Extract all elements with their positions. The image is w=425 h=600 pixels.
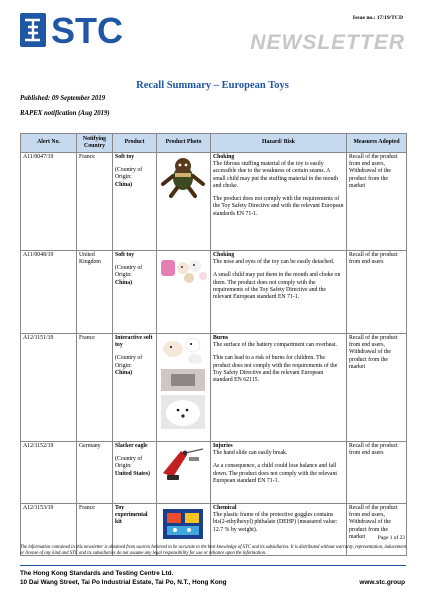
origin-label: (Country of Origin: (115, 355, 143, 369)
hazard-cell (211, 442, 347, 504)
footer-divider (20, 565, 406, 566)
alert-no: A11/0048/19 (21, 251, 77, 334)
measures-adopted: Recall of the product from end users (347, 442, 407, 504)
hazard-description: The hand slide can easily break. (213, 450, 288, 457)
alert-no: A12/1153/19 (21, 504, 77, 556)
notifying-country: France (77, 153, 113, 251)
header-hazard: Hazard/ Risk (211, 134, 347, 153)
alert-no: A11/0047/19 (21, 153, 77, 251)
header-product: Product (113, 134, 157, 153)
alert-no: A12/1152/19 (21, 442, 77, 504)
origin-label: (Country of Origin: (115, 456, 143, 470)
measures-adopted: Recall of the product from end users, Withdrawal of the product from the market (347, 504, 407, 556)
experiment-kit-image (159, 505, 207, 543)
product-cell (113, 251, 157, 334)
footer-company: The Hong Kong Standards and Testing Centre Ltd. (20, 570, 174, 577)
measures-adopted: Recall of the product from end users, Withdrawal of the product from the market (347, 334, 407, 442)
hazard-cell (211, 153, 347, 251)
origin-country: China) (115, 181, 133, 188)
origin-country: China) (115, 279, 133, 286)
interactive-puppy-photo (157, 334, 211, 442)
product-cell (113, 442, 157, 504)
hazard-compliance: As a consequence, a child could lose balance and fall down. The product does not comply with the relevant European standard EN 71-1. (213, 463, 338, 484)
table-row (21, 334, 407, 442)
footer-website-link[interactable]: www.stc.group (359, 579, 405, 586)
measures-adopted: Recall of the product from end users, Withdrawal of the product from the market (347, 153, 407, 251)
origin-label: (Country of Origin: (115, 265, 143, 279)
page-number: Page 1 of 23 (377, 535, 405, 541)
product-cell (113, 334, 157, 442)
stc-logo (20, 13, 170, 47)
plush-monkey-image (159, 154, 207, 198)
hazard-title: Chemical (213, 505, 237, 511)
header-country: Notifying Country (77, 134, 113, 153)
header-alert-no: Alert No. (21, 134, 77, 153)
notifying-country: France (77, 334, 113, 442)
table-row (21, 442, 407, 504)
alert-no: A12/1151/19 (21, 334, 77, 442)
header-measures: Measures Adopted (347, 134, 407, 153)
hazard-cell (211, 334, 347, 442)
hazard-description: The surface of the battery compartment can overheat. (213, 342, 337, 349)
header-photo: Product Photo (157, 134, 211, 153)
plush-animals-image (159, 252, 207, 284)
notifying-country: Germany (77, 442, 113, 504)
product-name: Interactive soft toy (115, 335, 153, 349)
plush-animals-photo (157, 251, 211, 334)
product-cell (113, 153, 157, 251)
hazard-description: The fibrous stuffing material of the toy is easily accessible due to the weakness of certain seams. A small child may put the stuffing material in the mouth and choke. (213, 161, 338, 189)
newsletter-heading: NEWSLETTER (250, 31, 405, 54)
origin-label: (Country of Origin: (115, 167, 143, 181)
hazard-title: Choking (213, 252, 235, 258)
slacker-eagle-image (159, 443, 207, 483)
notifying-country: France (77, 504, 113, 556)
rapex-notification: RAPEX notification (Aug 2019) (20, 110, 110, 117)
product-name: Toy experimental kit (115, 505, 148, 526)
footer-address: 10 Dai Wang Street, Tai Po Industrial Estate, Tai Po, N.T., Hong Kong (20, 579, 227, 586)
hazard-description: The nose and eyes of the toy can be easily detached. (213, 259, 335, 266)
hazard-compliance: This can lead to a risk of burns for children. The product does not comply with the requirements of the Toy Safety Directive and the relevant European standard EN 62115. (213, 355, 338, 384)
issue-number: Issue no.: 17/19/TCD (352, 15, 403, 21)
origin-country: China) (115, 369, 133, 376)
plush-monkey-photo (157, 153, 211, 251)
table-row (21, 153, 407, 251)
published-date: Published: 09 September 2019 (20, 95, 106, 102)
slacker-eagle-photo (157, 442, 211, 504)
hazard-description: The plastic frame of the protective goggles contains bis(2-ethylhexyl) phthalate (DEHP) (measured value: 12.7 % by weight). (213, 512, 338, 533)
product-name: Soft toy (115, 154, 135, 160)
hazard-title: Injuries (213, 443, 233, 449)
product-name: Soft toy (115, 252, 135, 258)
origin-country: United States) (115, 470, 150, 477)
hazard-compliance: A small child may put them in the mouth and choke on them. The product does not comply with the requirements of the Toy Safety Directive and the relevant European standard EN 71-1. (213, 272, 341, 301)
product-name: Slacker eagle (115, 443, 148, 449)
brand-text: STC (51, 13, 123, 47)
hazard-title: Burns (213, 335, 229, 341)
disclaimer: The information contained in this newsletter is obtained from sources believed to be accurate to the best knowledge of STC and its subsidiaries. It is distributed without warranty, representation, inducement or license of any kind and STC and its subsidiaries do not assume any legal responsibility for use or reliance upon the information. (20, 545, 406, 557)
recall-table (20, 133, 407, 556)
page-title: Recall Summary – European Toys (136, 80, 289, 91)
hazard-title: Choking (213, 154, 235, 160)
table-header-row (21, 134, 407, 153)
hazard-compliance: The product does not comply with the requirements of the Toy Safety Directive and with the relevant European standards EN 71-1. (213, 196, 344, 217)
notifying-country: United Kingdom (77, 251, 113, 334)
hazard-cell (211, 251, 347, 334)
table-row (21, 251, 407, 334)
measures-adopted: Recall of the product from end users (347, 251, 407, 334)
interactive-puppy-image (159, 335, 207, 431)
